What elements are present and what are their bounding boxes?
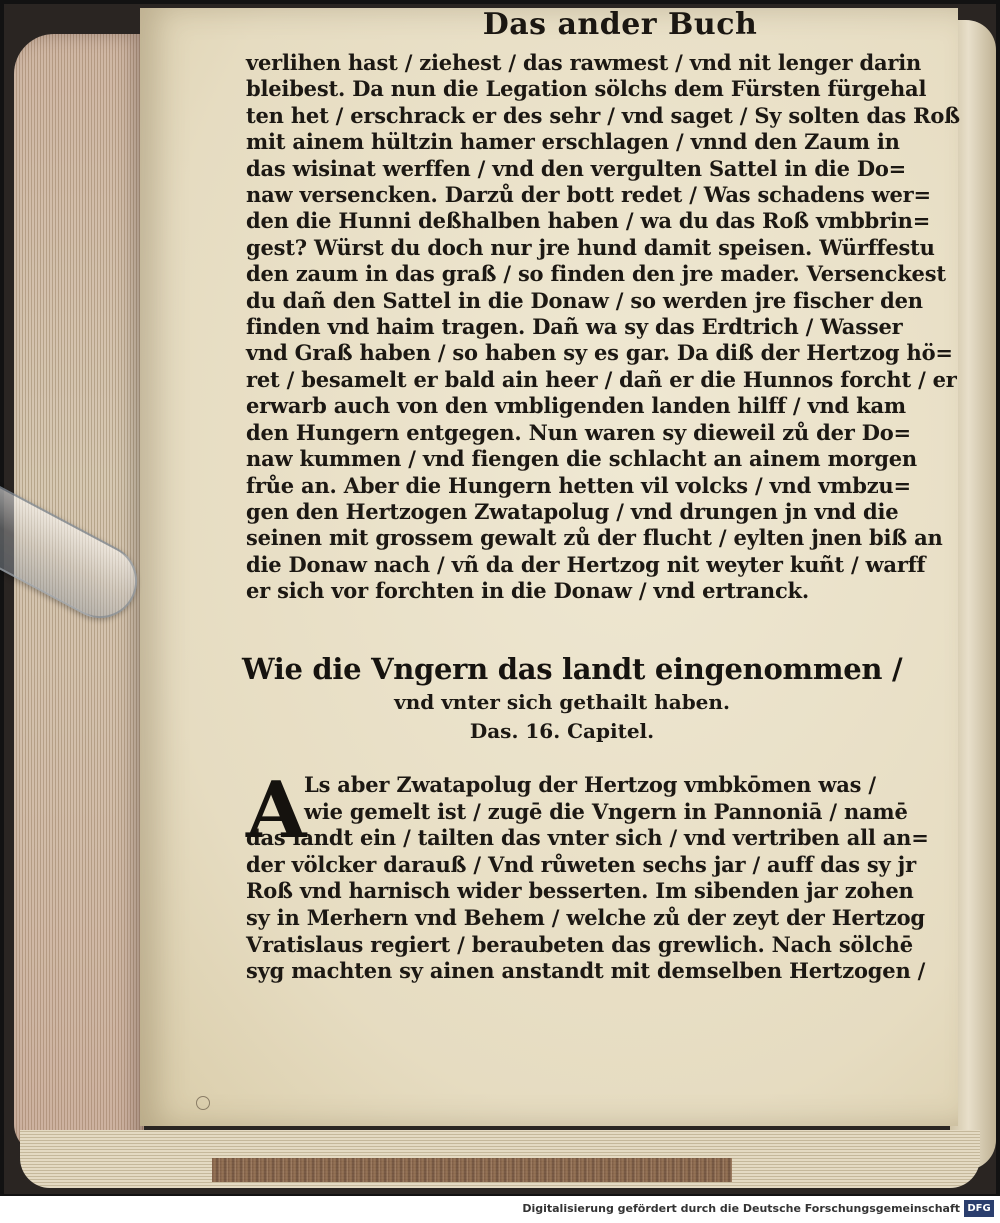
text-line: gest? Würst du doch nur jre hund damit speisen. Würffestu [246, 234, 935, 260]
footer-bar [0, 1196, 1000, 1223]
running-head: Das ander Buch [482, 7, 758, 42]
paragraph-line: sy in Merhern vnd Behem / welche zů der zeyt der Hertzog [246, 904, 925, 930]
drop-cap-initial: A [246, 765, 307, 856]
text-line: finden vnd haim tragen. Dañ wa sy das Erdtrich / Wasser [246, 314, 903, 340]
paragraph-line: wie gemelt ist / zugē die Vngern in Pannoniā / namē [304, 798, 908, 824]
text-line: du dañ den Sattel in die Donaw / so werden jre fischer den [246, 287, 923, 313]
paragraph-line: der völcker darauß / Vnd růweten sechs jar / auff das sy jr [246, 851, 916, 877]
chapter-subtitle: vnd vnter sich gethailt haben. [394, 690, 730, 714]
text-line: naw versencken. Darzů der bott redet / Was schadens wer= [246, 182, 931, 208]
text-line: den zaum in das graß / so finden den jre mader. Versenckest [246, 261, 946, 287]
text-line: den Hungern entgegen. Nun waren sy dieweil zů der Do= [246, 419, 911, 445]
chapter-paragraph [246, 765, 929, 985]
dfg-logo: DFG [964, 1200, 994, 1217]
funding-credit: Digitalisierung gefördert durch die Deutsche Forschungsgemeinschaft [522, 1202, 960, 1215]
text-line: vnd Graß haben / so haben sy es gar. Da diß der Hertzog hö= [246, 340, 953, 366]
text-line: erwarb auch von den vmbligenden landen hilff / vnd kam [246, 393, 906, 419]
library-stamp-mark [196, 1096, 210, 1110]
paragraph-line: das landt ein / tailten das vnter sich / vnd vertriben all an= [246, 825, 929, 851]
text-line: verlihen hast / ziehest / das rawmest / vnd nit lenger darin [246, 50, 922, 75]
text-line: das wisinat werffen / vnd den vergulten Sattel in die Do= [246, 155, 907, 181]
text-line: den die Hunni deßhalben haben / wa du das Roß vmbbrin= [246, 208, 931, 234]
chapter-title: Wie die Vngern das landt eingenommen / [242, 652, 903, 686]
paragraph-line: Roß vnd harnisch wider besserten. Im sibenden jar zohen [246, 878, 914, 904]
speckled-edge [212, 1158, 732, 1182]
text-line: die Donaw nach / vñ da der Hertzog nit weyter kuñt / warff [246, 551, 926, 577]
text-line: ten het / erschrack er des sehr / vnd saget / Sy solten das Roß [246, 102, 960, 128]
text-line: er sich vor forchten in die Donaw / vnd ertranck. [246, 578, 810, 604]
text-line: mit ainem hültzin hamer erschlagen / vnnd den Zaum in [246, 129, 900, 155]
chapter-number: Das. 16. Capitel. [469, 719, 655, 743]
paragraph-line: Vratislaus regiert / beraubeten das grewlich. Nach sölchē [246, 931, 913, 957]
paragraph-line: Ls aber Zwatapolug der Hertzog vmbkōmen was / [304, 772, 876, 797]
text-line: gen den Hertzogen Zwatapolug / vnd drungen jn vnd die [246, 498, 899, 524]
book-page [140, 8, 958, 1126]
text-line: seinen mit grossem gewalt zů der flucht / eylten jnen biß an [246, 525, 943, 551]
paragraph-line: syg machten sy ainen anstandt mit demselben Hertzogen / [246, 958, 926, 984]
body-text [246, 50, 960, 605]
text-line: frůe an. Aber die Hungern hetten vil volcks / vnd vmbzu= [246, 472, 911, 498]
text-line: bleibest. Da nun die Legation sölchs dem Fürsten fürgehal [246, 76, 927, 102]
text-line: naw kummen / vnd fiengen die schlacht an ainem morgen [246, 446, 917, 472]
chapter-heading [242, 650, 903, 746]
text-line: ret / besamelt er bald ain heer / dañ er die Hunnos forcht / er [246, 366, 957, 392]
